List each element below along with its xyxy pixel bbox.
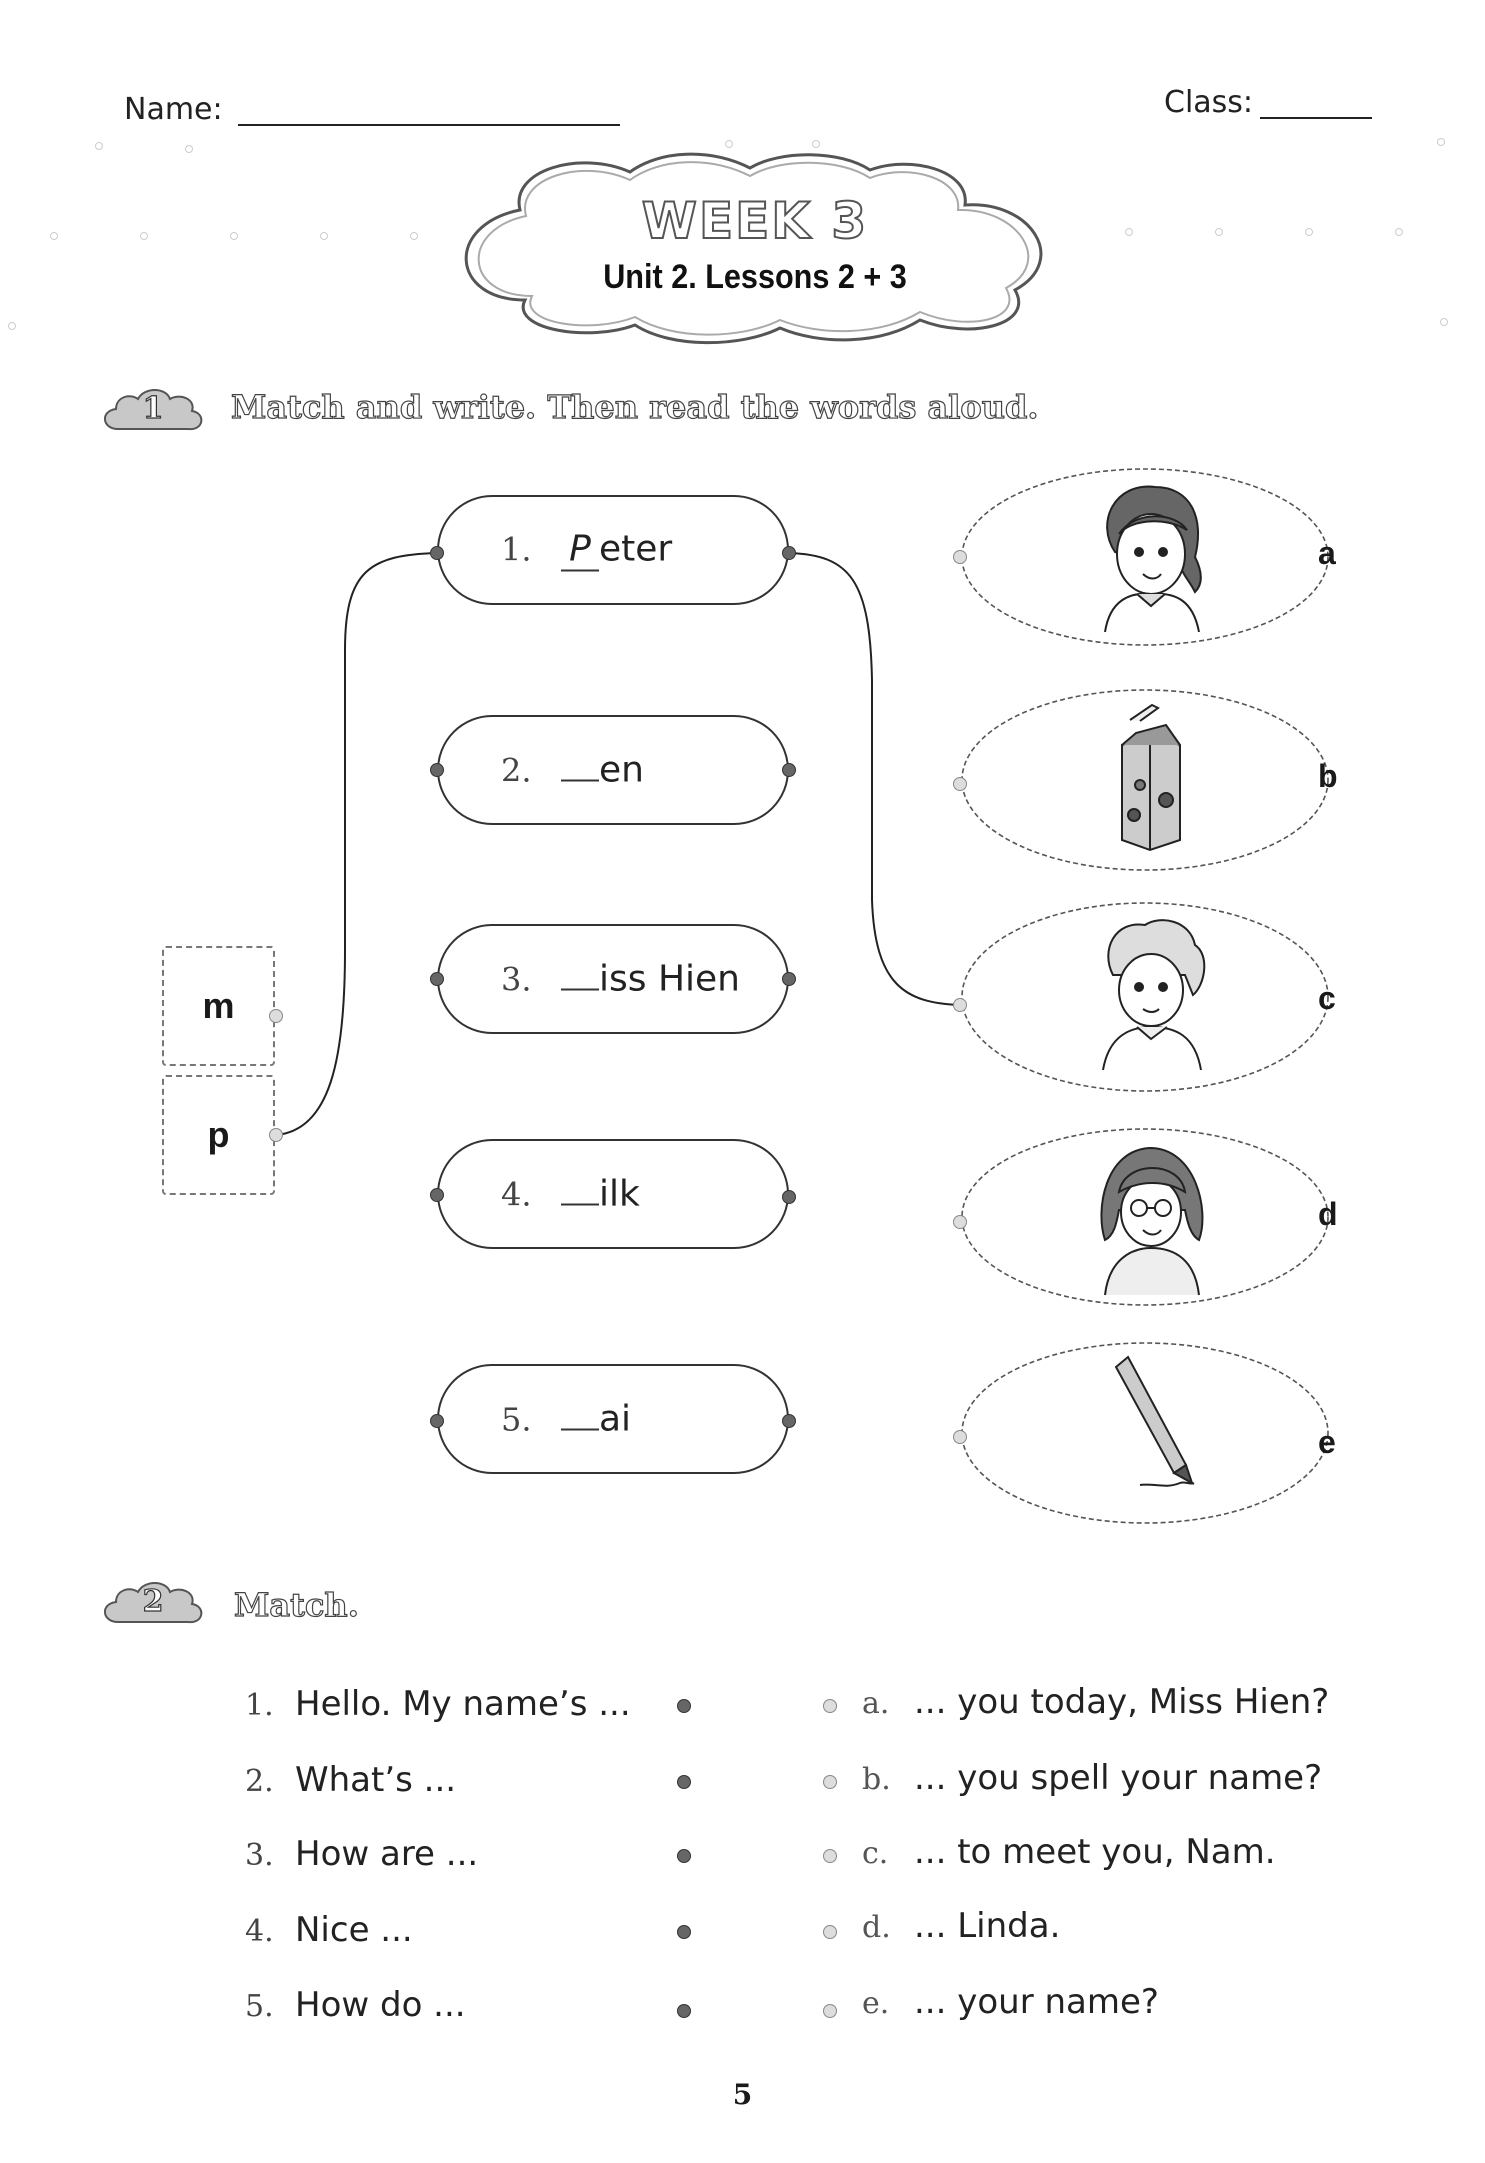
exercise-2-instruction: Match.: [234, 1586, 359, 1624]
match-left-3-text: How are ...: [295, 1834, 479, 1874]
week-title: WEEK 3: [641, 192, 869, 250]
letter-m-dot[interactable]: [269, 1009, 283, 1023]
name-label: Name:: [124, 92, 223, 127]
letter-m: m: [202, 985, 235, 1026]
match-left-1-text: Hello. My name’s ...: [295, 1684, 631, 1724]
word-2-blank[interactable]: [561, 780, 599, 782]
teacher-icon: [1101, 1148, 1202, 1295]
match-right-a-text: ... you today, Miss Hien?: [914, 1682, 1330, 1722]
picture-e-dot[interactable]: [953, 1430, 967, 1444]
match-left-1-number: 1.: [245, 1688, 274, 1723]
match-left-2-number: 2.: [245, 1764, 274, 1799]
picture-d-dot[interactable]: [953, 1215, 967, 1229]
match-right-c-text: ... to meet you, Nam.: [914, 1832, 1276, 1872]
word-3-blank[interactable]: [561, 989, 599, 991]
word-box-4[interactable]: [437, 1139, 789, 1249]
word-5-number: 5.: [501, 1400, 532, 1439]
match-left-2-dot[interactable]: [677, 1775, 691, 1789]
page-number: 5: [732, 2078, 753, 2111]
match-right-d: [862, 1906, 1060, 1946]
match-left-3: [245, 1834, 478, 1874]
connector-1-to-c: [789, 553, 960, 1005]
match-right-e-letter: e.: [862, 1986, 890, 2021]
word-box-2[interactable]: [437, 715, 789, 825]
match-left-4-number: 4.: [245, 1914, 274, 1949]
word-3-left-dot[interactable]: [430, 972, 444, 986]
ellipse-e: [962, 1343, 1328, 1523]
connector-p-to-1: [276, 553, 437, 1135]
match-right-a-dot[interactable]: [823, 1699, 837, 1713]
exercise-2-badge: [100, 1578, 206, 1630]
word-2-right-dot[interactable]: [782, 763, 796, 777]
word-box-1[interactable]: [437, 495, 789, 605]
exercise-1-instruction: Match and write. Then read the words aloud.: [231, 388, 1039, 426]
match-right-d-dot[interactable]: [823, 1925, 837, 1939]
word-1-number: 1.: [501, 530, 532, 569]
match-right-e-dot[interactable]: [823, 2004, 837, 2018]
pen-icon: [1116, 1357, 1194, 1486]
match-right-e-text: ... your name?: [914, 1982, 1159, 2022]
match-left-5-dot[interactable]: [677, 2004, 691, 2018]
letter-p-dot[interactable]: [269, 1128, 283, 1142]
word-3-right-dot[interactable]: [782, 972, 796, 986]
class-label: Class:: [1164, 85, 1254, 120]
word-5-blank[interactable]: [561, 1429, 599, 1431]
picture-a-label: a: [1318, 535, 1336, 571]
girl-icon: [1105, 487, 1201, 632]
word-1-rest: eter: [599, 528, 673, 570]
word-2-left-dot[interactable]: [430, 763, 444, 777]
picture-b-label: b: [1318, 758, 1338, 794]
word-5-rest: ai: [599, 1398, 632, 1440]
word-1-blank[interactable]: P: [561, 529, 599, 572]
match-left-1-dot[interactable]: [677, 1699, 691, 1713]
picture-b-dot[interactable]: [953, 777, 967, 791]
word-2-number: 2.: [501, 751, 532, 790]
word-box-5[interactable]: [437, 1364, 789, 1474]
match-left-3-number: 3.: [245, 1838, 274, 1873]
match-left-3-dot[interactable]: [677, 1849, 691, 1863]
match-right-a: [862, 1682, 1329, 1722]
match-left-1: [245, 1684, 631, 1724]
word-5-right-dot[interactable]: [782, 1414, 796, 1428]
word-5-left-dot[interactable]: [430, 1414, 444, 1428]
match-right-c: [862, 1832, 1276, 1872]
word-4-right-dot[interactable]: [782, 1190, 796, 1204]
word-3-rest: iss Hien: [599, 958, 740, 1000]
exercise-2-number: 2: [142, 1584, 164, 1619]
match-right-b-dot[interactable]: [823, 1775, 837, 1789]
match-right-c-dot[interactable]: [823, 1849, 837, 1863]
picture-d-label: d: [1318, 1196, 1338, 1232]
match-right-b-letter: b.: [862, 1762, 891, 1797]
match-left-5-text: How do ...: [295, 1985, 466, 2025]
match-right-d-letter: d.: [862, 1910, 891, 1945]
word-2-rest: en: [599, 749, 644, 791]
match-right-e: [862, 1982, 1159, 2022]
picture-a-dot[interactable]: [953, 550, 967, 564]
match-left-5: [245, 1985, 466, 2025]
match-left-2: [245, 1760, 456, 1800]
word-1-right-dot[interactable]: [782, 546, 796, 560]
match-left-2-text: What’s ...: [295, 1760, 457, 1800]
word-4-left-dot[interactable]: [430, 1188, 444, 1202]
picture-e-label: e: [1318, 1424, 1336, 1460]
match-left-5-number: 5.: [245, 1989, 274, 2024]
boy-icon: [1103, 920, 1204, 1070]
picture-ellipses: [950, 460, 1340, 1540]
word-4-rest: ilk: [599, 1173, 640, 1215]
exercise-1-number: 1: [142, 391, 164, 426]
letter-p: p: [207, 1114, 230, 1155]
match-left-4-dot[interactable]: [677, 1925, 691, 1939]
word-3-number: 3.: [501, 960, 532, 999]
match-right-b-text: ... you spell your name?: [914, 1758, 1323, 1798]
milk-carton-icon: [1122, 705, 1180, 850]
picture-c-dot[interactable]: [953, 998, 967, 1012]
match-right-a-letter: a.: [862, 1686, 890, 1721]
unit-title: Unit 2. Lessons 2 + 3: [603, 258, 907, 296]
match-left-4: [245, 1910, 413, 1950]
match-right-b: [862, 1758, 1322, 1798]
word-box-3[interactable]: [437, 924, 789, 1034]
word-4-number: 4.: [501, 1175, 532, 1214]
match-right-d-text: ... Linda.: [914, 1906, 1061, 1946]
letter-box-m[interactable]: [162, 946, 275, 1066]
match-right-c-letter: c.: [862, 1836, 889, 1871]
match-left-4-text: Nice ...: [295, 1910, 413, 1950]
picture-c-label: c: [1318, 980, 1336, 1016]
word-4-blank[interactable]: [561, 1204, 599, 1206]
letter-box-p[interactable]: [162, 1075, 275, 1195]
word-1-left-dot[interactable]: [430, 546, 444, 560]
